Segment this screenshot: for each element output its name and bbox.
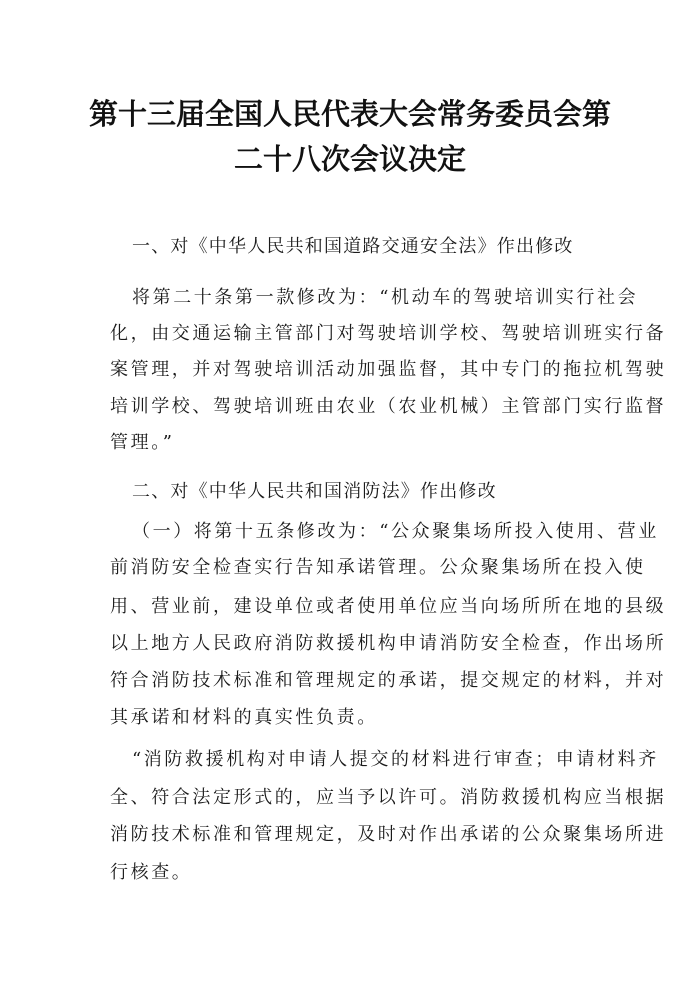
paragraph-line: 全、符合法定形式的，应当予以许可。消防救援机构应当根据: [110, 787, 667, 808]
paragraph-line: 以上地方人民政府消防救援机构申请消防安全检查，作出场所: [110, 633, 667, 654]
paragraph-line: 将第二十条第一款修改为：“机动车的驾驶培训实行社会: [132, 287, 639, 308]
section-heading: 二、对《中华人民共和国消防法》作出修改: [132, 481, 497, 502]
paragraph-line: 符合消防技术标准和管理规定的承诺，提交规定的材料，并对: [110, 670, 667, 691]
paragraph-line: 消防技术标准和管理规定，及时对作出承诺的公众聚集场所进: [110, 824, 667, 845]
section-heading: 一、对《中华人民共和国道路交通安全法》作出修改: [132, 236, 574, 257]
paragraph-line: “消防救援机构对申请人提交的材料进行审查；申请材料齐: [132, 749, 659, 770]
document-title-line-2: 二十八次会议决定: [233, 142, 466, 176]
document-title-line-1: 第十三届全国人民代表大会常务委员会第: [88, 97, 611, 131]
paragraph-line: 行核查。: [110, 862, 193, 883]
paragraph-line: 案管理，并对驾驶培训活动加强监督，其中专门的拖拉机驾驶: [110, 359, 667, 380]
paragraph-line: 前消防安全检查实行告知承诺管理。公众聚集场所在投入使: [110, 557, 646, 578]
paragraph-line: 管理。”: [110, 432, 175, 453]
paragraph-line: 用、营业前，建设单位或者使用单位应当向场所所在地的县级: [110, 596, 667, 617]
paragraph-line: 化，由交通运输主管部门对驾驶培训学校、驾驶培训班实行备: [110, 323, 667, 344]
paragraph-line: （一）将第十五条修改为：“公众聚集场所投入使用、营业: [132, 521, 659, 542]
paragraph-line: 其承诺和材料的真实性负责。: [110, 707, 378, 728]
paragraph-line: 培训学校、驾驶培训班由农业（农业机械）主管部门实行监督: [110, 396, 667, 417]
